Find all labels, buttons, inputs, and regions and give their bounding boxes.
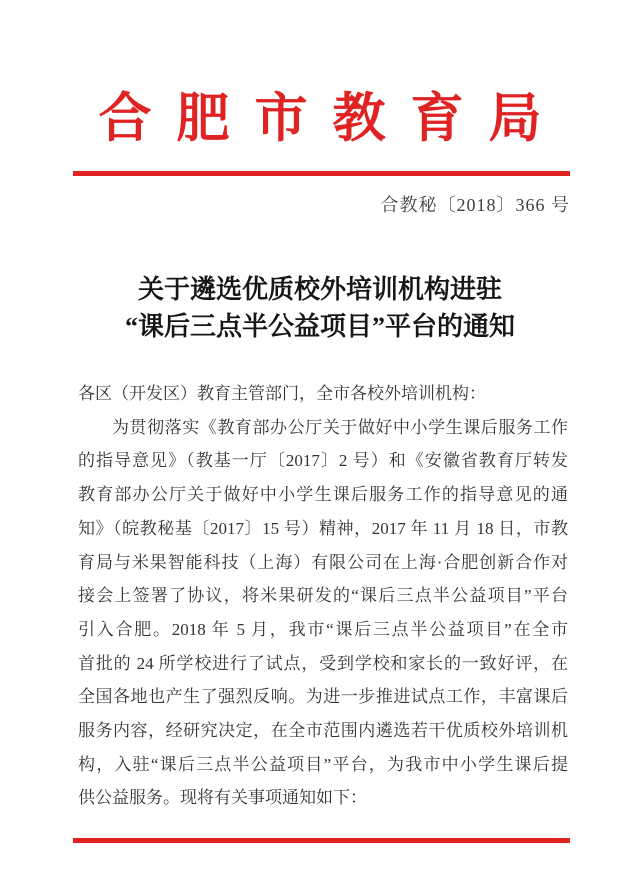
body-line: 为贯彻落实《教育部办公厅关于做好中小学生课后服务工作 [112, 417, 568, 437]
body-line: 接会上签署了协议，将米果研发的“课后三点半公益项目”平台 [78, 586, 568, 606]
title-line-1: 关于遴选优质校外培训机构进驻 [137, 275, 502, 304]
body-line: 构，入驻“课后三点半公益项目”平台，为我市中小学生课后提 [78, 754, 568, 774]
body-line: 教育部办公厅关于做好中小学生课后服务工作的指导意见的通 [78, 485, 568, 505]
body-line: 供公益服务。现将有关事项通知如下： [78, 788, 367, 808]
body-line: 育局与米果智能科技（上海）有限公司在上海·合肥创新合作对 [78, 552, 568, 572]
document-body [78, 377, 568, 815]
body-line: 全国各地也产生了强烈反响。为进一步推进试点工作，丰富课后 [78, 687, 568, 707]
document-title [0, 271, 640, 345]
red-separator-line-top [73, 171, 570, 176]
doc-number: 合教秘〔2018〕366 号 [380, 195, 570, 215]
red-separator-line-bottom [73, 838, 570, 843]
body-line: 知》（皖教秘基〔2017〕15 号）精神，2017 年 11 月 18 日，市教 [78, 518, 568, 538]
body-line: 的指导意见》（教基一厅〔2017〕2 号）和《安徽省教育厅转发 [78, 451, 568, 471]
body-line: 引入合肥。2018 年 5 月，我市“课后三点半公益项目”在全市 [78, 619, 568, 639]
salutation-line: 各区（开发区）教育主管部门，全市各校外培训机构： [78, 384, 486, 403]
title-line-2: “课后三点半公益项目”平台的通知 [124, 312, 515, 341]
agency-name: 合肥市教育局 [98, 90, 567, 148]
body-line: 服务内容，经研究决定，在全市范围内遴选若干优质校外培训机 [78, 721, 568, 741]
body-line: 首批的 24 所学校进行了试点，受到学校和家长的一致好评，在 [78, 653, 568, 673]
